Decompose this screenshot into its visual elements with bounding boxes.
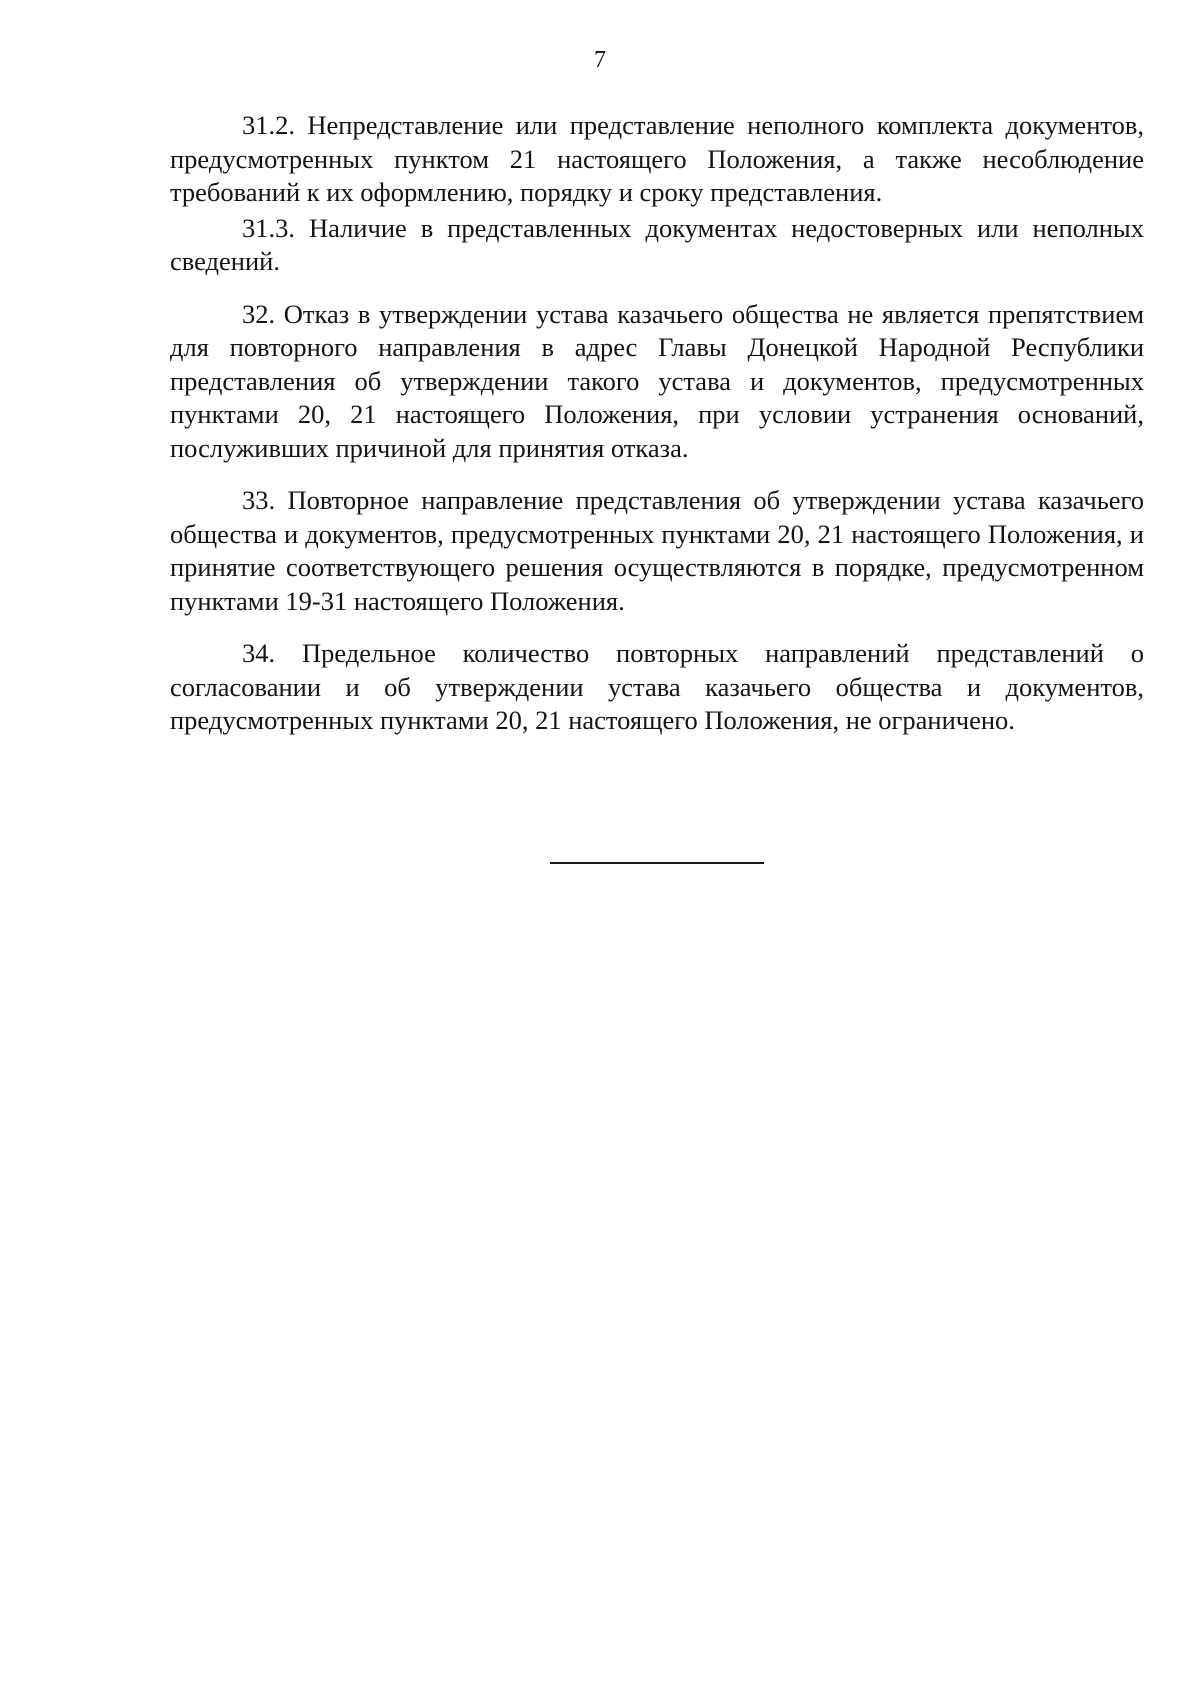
paragraph-34: [170, 637, 1144, 738]
paragraph-text: Повторное направление представления об утверждении устава казачьего общества и документов, предусмотренных пунктами 20, 21 настоящего Положения, и принятие соответствующего решения осуществляются в порядке, предусмотренном пунктами 19-31 настоящего Положения.: [170, 485, 1144, 616]
paragraph-text: Отказ в утверждении устава казачьего общества не является препятствием для повторного направления в адрес Главы Донецкой Народной Республики представления об утверждении такого устава и документов, предусмотренных пунктами 20, 21 настоящего Положения, при условии устранения оснований, послуживших причиной для принятия отказа.: [170, 298, 1145, 463]
paragraph-33: [170, 484, 1144, 618]
paragraph-31-2: [170, 109, 1144, 210]
paragraph-32: [170, 298, 1144, 466]
paragraph-text: Предельное количество повторных направлений представлений о согласовании и об утверждении устава казачьего общества и документов, предусмотренных пунктами 20, 21 настоящего Положения, не ограничено.: [170, 638, 1144, 735]
paragraph-number: 33.: [242, 485, 276, 515]
paragraph-number: 34.: [242, 638, 276, 668]
page-number: 7: [594, 47, 606, 73]
paragraph-31-3: [170, 212, 1144, 279]
paragraph-number: 31.2.: [242, 110, 295, 140]
paragraph-number: 32.: [242, 298, 276, 329]
document-body: [170, 109, 1144, 738]
end-of-document-divider: [550, 862, 764, 864]
paragraph-text: Наличие в представленных документах недостоверных или неполных сведений.: [170, 212, 1144, 276]
paragraph-number: 31.3.: [242, 212, 295, 243]
paragraph-text: Непредставление или представление неполного комплекта документов, предусмотренных пунктом 21 настоящего Положения, а также несоблюдение требований к их оформлению, порядку и сроку представления.: [170, 110, 1144, 207]
